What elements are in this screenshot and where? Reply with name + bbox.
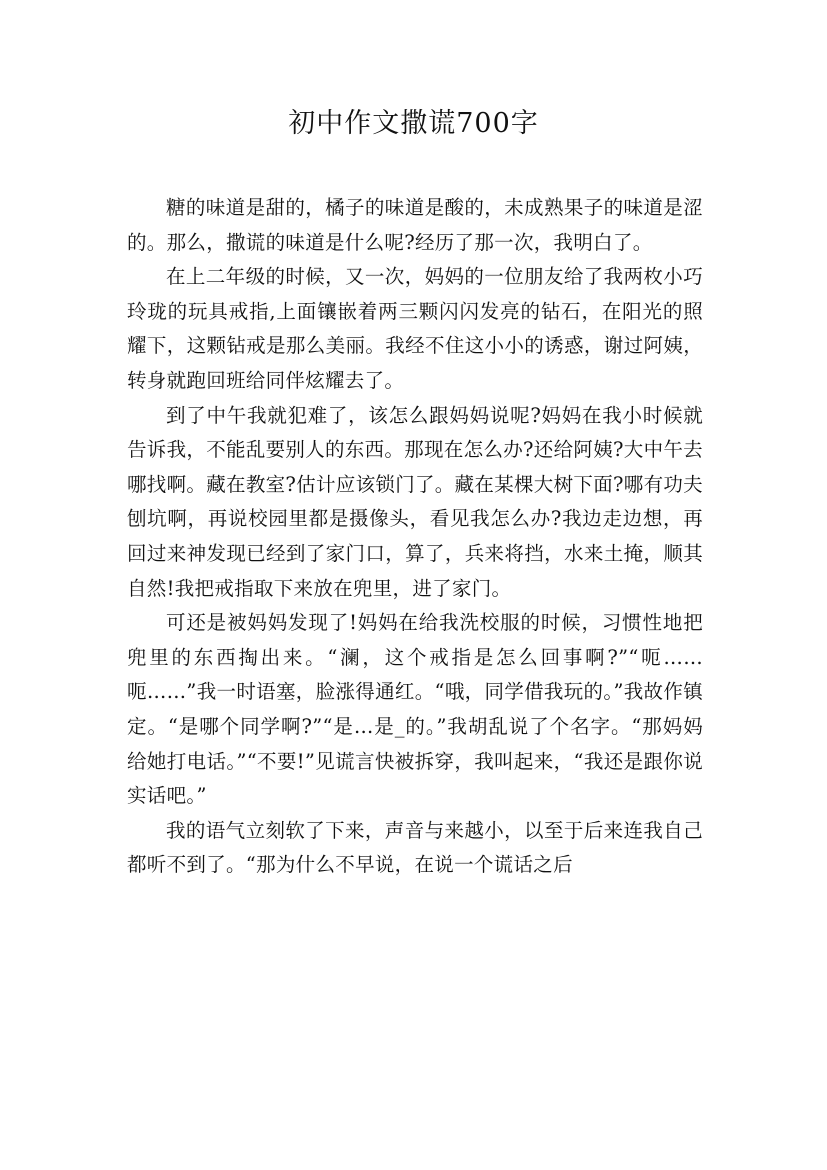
paragraph: 糖的味道是甜的，橘子的味道是酸的，未成熟果子的味道是涩的。那么，撒谎的味道是什么呢?经历了那一次，我明白了。 [127,196,703,254]
paragraph: 到了中午我就犯难了，该怎么跟妈妈说呢?妈妈在我小时候就告诉我，不能乱要别人的东西。那现在怎么办?还给阿姨?大中午去哪找啊。藏在教室?估计应该锁门了。藏在某棵大树下面?哪有功夫刨坑啊，再说校园里都是摄像头，看见我怎么办?我边走边想，再回过来神发现已经到了家门口，算了，兵来将挡，水来土掩，顺其自然!我把戒指取下来放在兜里，进了家门。 [127,403,703,600]
paragraph: 在上二年级的时候，又一次，妈妈的一位朋友给了我两枚小巧玲珑的玩具戒指,上面镶嵌着两三颗闪闪发亮的钻石，在阳光的照耀下，这颗钻戒是那么美丽。我经不住这小小的诱惑，谢过阿姨，转身就跑回班给同伴炫耀去了。 [127,265,703,392]
document-body [127,191,703,883]
paragraph: 可还是被妈妈发现了!妈妈在给我洗校服的时候，习惯性地把兜里的东西掏出来。“澜，这个戒指是怎么回事啊?”“呃……呃……”我一时语塞，脸涨得通红。“哦，同学借我玩的。”我故作镇定。“是哪个同学啊?”“是…是_的。”我胡乱说了个名字。“那妈妈给她打电话。”“不要!”见谎言快被拆穿，我叫起来，“我还是跟你说实话吧。” [127,611,703,808]
paragraph: 我的语气立刻软了下来，声音与来越小，以至于后来连我自己都听不到了。“那为什么不早说，在说一个谎话之后 [127,818,703,877]
document-title: 初中作文撒谎700字 [288,108,539,139]
